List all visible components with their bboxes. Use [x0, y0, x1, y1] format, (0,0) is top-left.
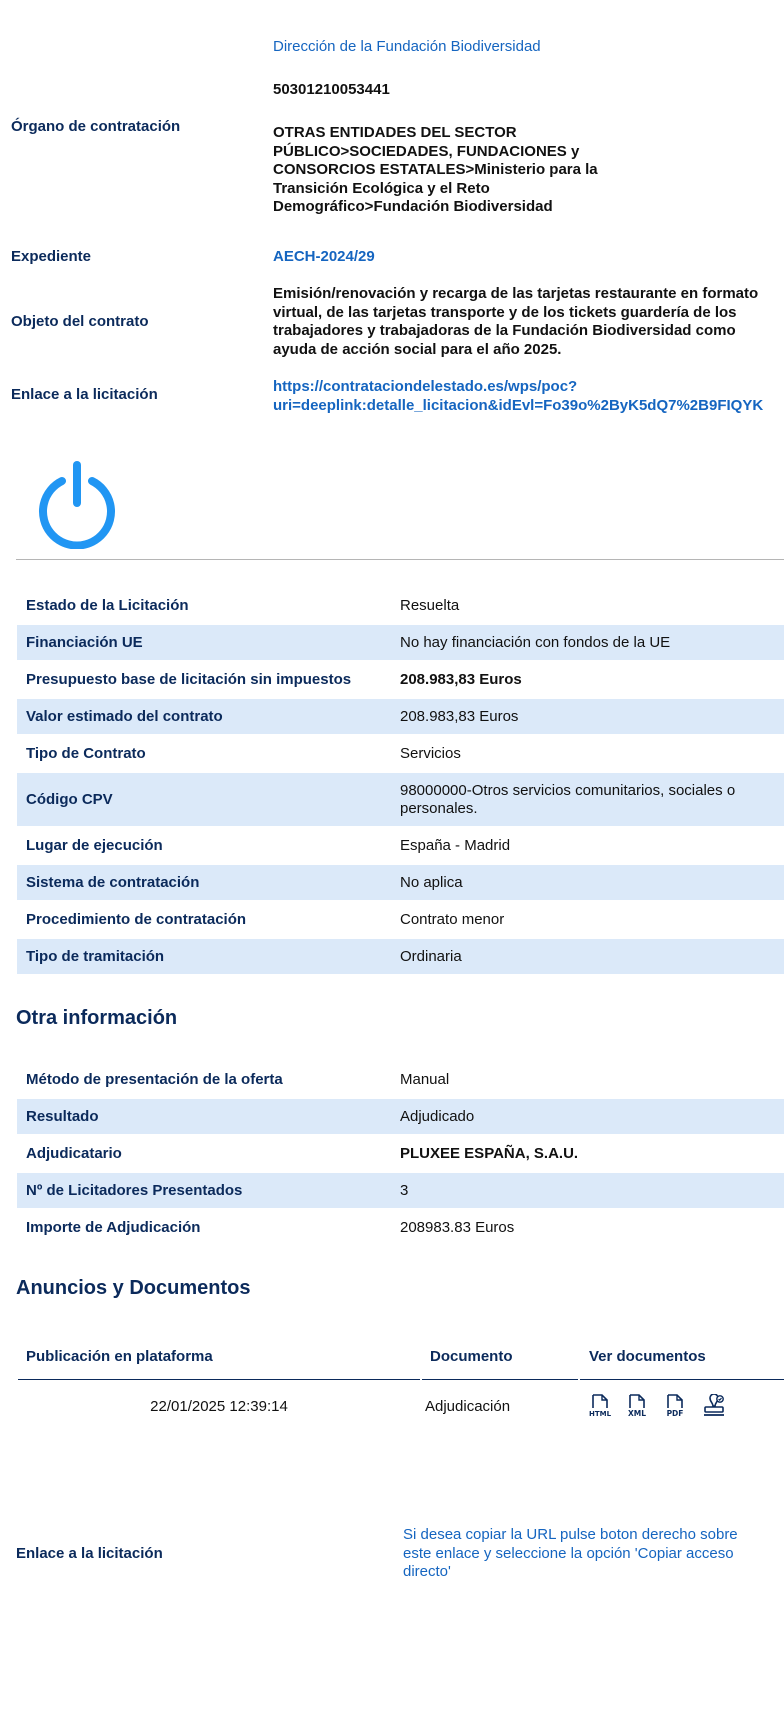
- col-header-ver: Ver documentos: [589, 1348, 706, 1365]
- objeto-text: [273, 285, 784, 359]
- detalle-key: Valor estimado del contrato: [26, 708, 223, 725]
- detalle-value: 208.983,83 Euros: [400, 708, 519, 725]
- detalle-value: 208.983,83 Euros: [400, 671, 522, 688]
- detalle-row: [17, 902, 784, 937]
- detalle-row: [17, 699, 784, 734]
- enlace-url-line[interactable]: https://contrataciondelestado.es/wps/poc?: [273, 378, 578, 395]
- detalle-value: 98000000-Otros servicios comunitarios, sociales o personales.: [400, 781, 736, 817]
- organo-jerarquia: [273, 124, 598, 217]
- organo-nombre-link[interactable]: Dirección de la Fundación Biodiversidad: [273, 38, 541, 55]
- otra-value: Adjudicado: [400, 1108, 475, 1125]
- otra-value: Manual: [400, 1071, 450, 1088]
- objeto-line: Emisión/renovación y recarga de las tarjetas restaurante en formato: [273, 285, 759, 302]
- detalle-row: [17, 588, 784, 623]
- detalle-row: [17, 939, 784, 974]
- objeto-line: virtual, de las tarjetas transporte y de los tickets guardería de los: [273, 303, 737, 321]
- detalle-value: No aplica: [400, 874, 463, 891]
- doc-formats: [589, 1394, 734, 1420]
- power-icon: [36, 459, 118, 549]
- copiar-acceso-line[interactable]: este enlace y seleccione la opción 'Copiar acceso: [403, 1544, 734, 1562]
- copiar-acceso-link[interactable]: [403, 1526, 738, 1582]
- col-header-documento: Documento: [430, 1348, 513, 1365]
- detalle-value: Servicios: [400, 745, 461, 762]
- otra-value: 208983.83 Euros: [400, 1219, 515, 1236]
- otra-key: Importe de Adjudicación: [26, 1219, 201, 1236]
- detalle-key: Código CPV: [26, 791, 113, 808]
- organo-label: Órgano de contratación: [11, 118, 181, 135]
- organo-jerarquia-line: CONSORCIOS ESTATALES>Ministerio para la: [273, 161, 598, 178]
- detalle-value: Contrato menor: [400, 911, 505, 928]
- detalle-row: [17, 736, 784, 771]
- pdf-file-icon[interactable]: [664, 1394, 688, 1418]
- detalle-key: Tipo de tramitación: [26, 948, 165, 965]
- otra-key: Resultado: [26, 1108, 99, 1125]
- detalle-row: [17, 625, 784, 660]
- doc-fecha: 22/01/2025 12:39:14: [150, 1398, 288, 1415]
- otra-value: 3: [400, 1182, 409, 1199]
- col-header-fecha: Publicación en plataforma: [26, 1348, 213, 1365]
- detalle-key: Lugar de ejecución: [26, 837, 163, 854]
- detalle-row: [17, 662, 784, 697]
- otra-value: PLUXEE ESPAÑA, S.A.U.: [400, 1145, 579, 1162]
- otra-row: [17, 1062, 784, 1097]
- enlace-url-line[interactable]: uri=deeplink:detalle_licitacion&idEvl=Fo39o%2ByK5dQ7%2B9FIQYK: [273, 396, 764, 414]
- detalle-key: Estado de la Licitación: [26, 597, 189, 614]
- copiar-acceso-line[interactable]: Si desea copiar la URL pulse boton derecho sobre: [403, 1526, 738, 1543]
- objeto-line: trabajadores y trabajadoras de la Fundación Biodiversidad como: [273, 322, 736, 339]
- detalle-row: [17, 773, 784, 826]
- anuncios-title: Anuncios y Documentos: [16, 1277, 251, 1299]
- objeto-label: Objeto del contrato: [11, 313, 149, 330]
- detalle-value: Ordinaria: [400, 948, 462, 965]
- expediente-label: Expediente: [11, 248, 92, 265]
- stamp-verify-icon[interactable]: [701, 1394, 725, 1418]
- detalle-key: Financiación UE: [26, 634, 143, 651]
- header-underline: [18, 1379, 420, 1380]
- expediente-link[interactable]: AECH-2024/29: [273, 248, 375, 265]
- organo-jerarquia-line: Demográfico>Fundación Biodiversidad: [273, 198, 553, 215]
- detalle-key: Sistema de contratación: [26, 874, 200, 891]
- otra-key: Nº de Licitadores Presentados: [26, 1182, 243, 1199]
- detalle-row: [17, 865, 784, 900]
- organo-jerarquia-line: Transición Ecológica y el Reto: [273, 179, 490, 197]
- enlace-label: Enlace a la licitación: [11, 386, 158, 403]
- otra-row: [17, 1173, 784, 1208]
- detalle-value: Resuelta: [400, 597, 460, 614]
- html-file-icon[interactable]: [589, 1394, 613, 1418]
- pdf-file-icon-label: PDF: [666, 1409, 684, 1418]
- detalle-value: España - Madrid: [400, 837, 511, 854]
- otra-row: [17, 1099, 784, 1134]
- html-file-icon-label: HTML: [589, 1410, 612, 1418]
- enlace-url-link[interactable]: [273, 378, 784, 415]
- copiar-acceso-line[interactable]: directo': [403, 1563, 451, 1580]
- xml-file-icon[interactable]: [626, 1394, 650, 1418]
- detalle-key: Procedimiento de contratación: [26, 911, 247, 928]
- enlace-final-label: Enlace a la licitación: [16, 1545, 163, 1562]
- otra-row: [17, 1136, 784, 1171]
- organo-jerarquia-line: OTRAS ENTIDADES DEL SECTOR: [273, 124, 517, 141]
- detalle-key: Presupuesto base de licitación sin impuestos: [26, 671, 352, 688]
- otra-info-title: Otra información: [16, 1007, 178, 1029]
- otra-row: [17, 1210, 784, 1245]
- divider: [16, 559, 784, 560]
- xml-file-icon-label: XML: [628, 1409, 647, 1418]
- organo-jerarquia-line: PÚBLICO>SOCIEDADES, FUNDACIONES y: [273, 142, 580, 160]
- detalle-value: No hay financiación con fondos de la UE: [400, 634, 671, 651]
- detalle-key: Tipo de Contrato: [26, 745, 146, 762]
- organo-codigo: 50301210053441: [273, 81, 390, 98]
- header-underline: [422, 1379, 578, 1380]
- otra-key: Adjudicatario: [26, 1145, 122, 1162]
- doc-tipo: Adjudicación: [425, 1398, 511, 1415]
- otra-key: Método de presentación de la oferta: [26, 1071, 283, 1088]
- header-underline: [580, 1379, 784, 1380]
- objeto-line: ayuda de acción social para el año 2025.: [273, 340, 562, 358]
- detalle-row: [17, 828, 784, 863]
